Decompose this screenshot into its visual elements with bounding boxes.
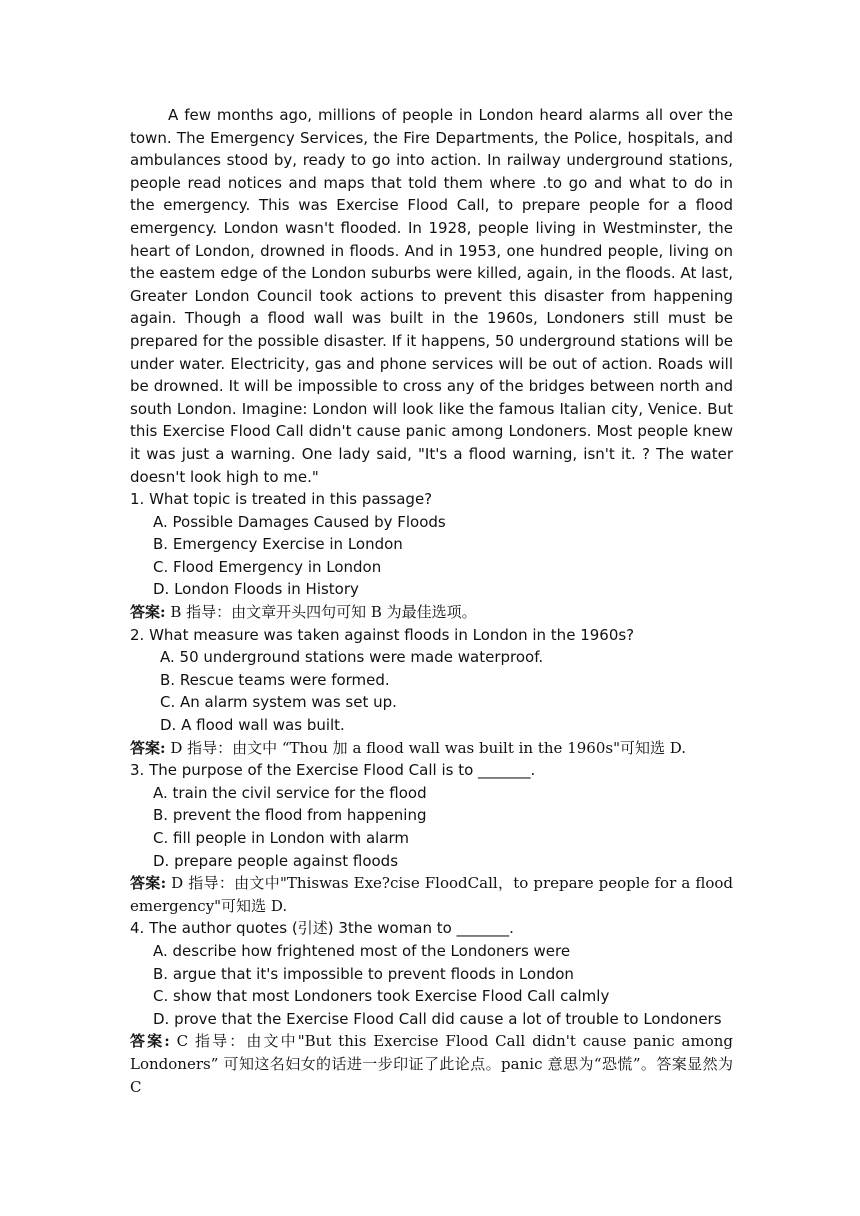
option-a: A. 50 underground stations were made waterproof. (160, 648, 544, 667)
option-a: A. describe how frightened most of the Londoners were (153, 941, 571, 960)
question-1 (130, 488, 733, 624)
question-stem: 1. What topic is treated in this passage? (130, 490, 433, 509)
answer-text: D 指导：由文中"Thiswas Exe?cise FloodCall，to prepare people for a flood emergency"可知选 D. (130, 874, 733, 915)
answer-explanation (130, 1030, 733, 1098)
answer-explanation (130, 737, 733, 760)
answer-explanation (130, 601, 733, 624)
question-2 (130, 624, 733, 760)
reading-passage: A few months ago, millions of people in London heard alarms all over the town. The Emergency Services, the Fire Departments, the Police, hospitals, and ambulances stood by, ready to go into action. In railway underground stations, people read notices and maps that told them where .to go and what to do in the emergency. This was Exercise Flood Call, to prepare people for a flood emergency. London wasn't flooded. In 1928, people living in Westminster, the heart of London, drowned in floods. And in 1953, one hundred people, living on the eastem edge of the London suburbs were killed, again, in the floods. At last, Greater London Council took actions to prevent this disaster from happening again. Though a flood wall was built in the 1960s, Londoners still must be prepared for the possible disaster. If it happens, 50 underground stations will be under water. Electricity, gas and phone services will be out of action. Roads will be drowned. It will be impossible to cross any of the bridges between north and south London. Imagine: London will look like the famous Italian city, Venice. But this Exercise Flood Call didn't cause panic among Londoners. Most people knew it was just a warning. One lady said, "It's a flood warning, isn't it. ? The water doesn't look high to me." (130, 106, 733, 486)
answer-label: 答案: (130, 874, 167, 893)
option-b: B. argue that it's impossible to prevent floods in London (153, 964, 574, 983)
option-b: B. Emergency Exercise in London (153, 535, 403, 554)
option-b: B. Rescue teams were formed. (160, 670, 390, 689)
option-a: A. train the civil service for the flood (153, 783, 427, 802)
answer-label: 答案: (130, 1032, 170, 1051)
option-c: C. Flood Emergency in London (153, 557, 382, 576)
option-d: D. A flood wall was built. (160, 716, 345, 735)
question-3 (130, 759, 733, 917)
answer-text: D 指导：由文中 “Thou 加 a flood wall was built in the 1960s"可知选 D. (165, 738, 686, 757)
answer-text: B 指导：由文章开头四句可知 B 为最佳选项。 (165, 603, 477, 622)
option-b: B. prevent the flood from happening (153, 806, 427, 825)
question-stem: 2. What measure was taken against floods in London in the 1960s? (130, 625, 635, 644)
option-c: C. An alarm system was set up. (160, 693, 397, 712)
answer-explanation (130, 872, 733, 917)
question-4 (130, 917, 733, 1098)
option-a: A. Possible Damages Caused by Floods (153, 512, 446, 531)
question-stem: 3. The purpose of the Exercise Flood Call is to _______. (130, 761, 536, 780)
option-c: C. fill people in London with alarm (153, 829, 410, 847)
option-d: D. London Floods in History (153, 580, 359, 599)
question-stem: 4. The author quotes (引述) 3the woman to _______. (130, 919, 514, 938)
option-d: D. prepare people against floods (153, 851, 399, 870)
option-d: D. prove that the Exercise Flood Call did cause a lot of trouble to Londoners (153, 1009, 722, 1028)
answer-label: 答案: (130, 603, 166, 622)
answer-text: C 指导：由文中"But this Exercise Flood Call didn't cause panic among Londoners” 可知这名妇女的话进一步印证了此论点。panic 意思为“恐慌”。答案显然为 C (130, 1032, 733, 1096)
answer-label: 答案: (130, 738, 166, 757)
option-c: C. show that most Londoners took Exercise Flood Call calmly (153, 987, 610, 1006)
document-page (130, 104, 733, 1098)
